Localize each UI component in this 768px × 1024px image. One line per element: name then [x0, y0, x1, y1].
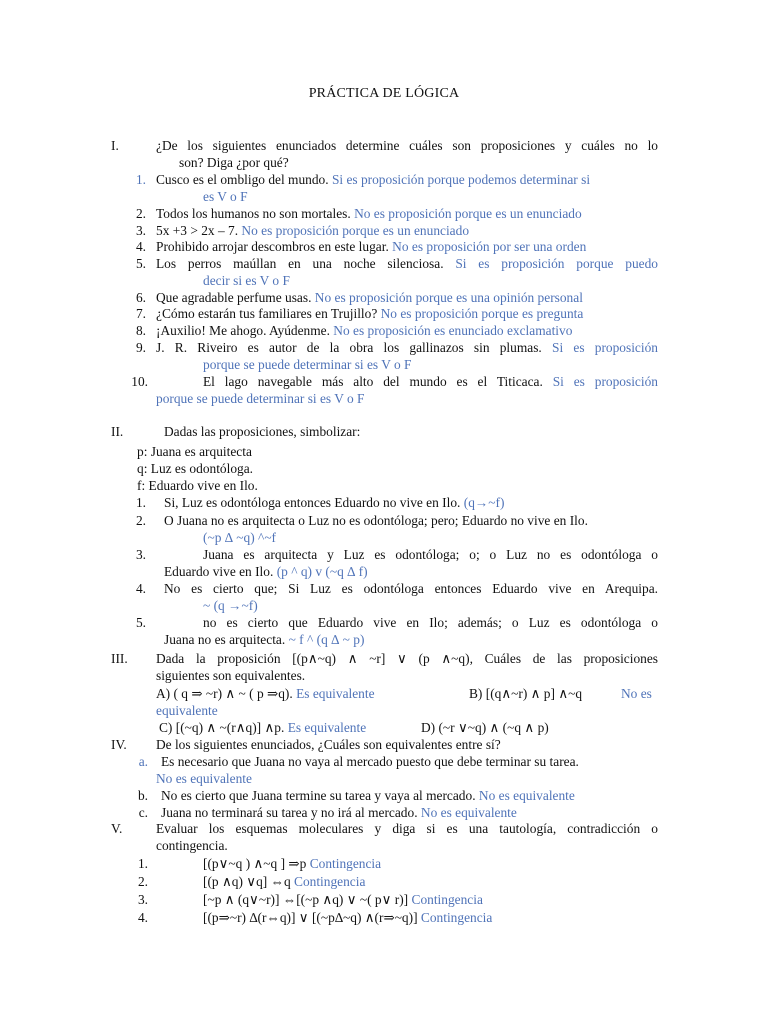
list-item: [156, 255, 658, 272]
option-b-expr: B) [(q∧~r) ∧ p] ∧~q: [469, 686, 583, 701]
item-answer: (~p ∆ ~q) ^~f: [203, 530, 277, 545]
item-answer: Contingencia: [309, 856, 382, 871]
item-text: El lago navegable más alto del mundo es el Titicaca.: [203, 374, 543, 389]
list-item: [156, 322, 572, 339]
item-letter: a.: [138, 754, 148, 769]
list-item: [164, 563, 368, 580]
item-text: No es cierto que; Si Luz es odontóloga entonces Eduardo vive en Arequipa.: [164, 581, 658, 596]
section-1-question-line2: son? Diga ¿por qué?: [179, 155, 289, 170]
item-number: 4.: [135, 581, 146, 596]
option-b-answer-cont: equivalente: [156, 703, 218, 718]
section-roman-5: V.: [111, 821, 123, 836]
item-text: no es cierto que Eduardo vive en Ilo; además; o Luz es odontóloga o: [203, 615, 658, 630]
option-a-expr: A) ( q ⇒ ~r) ∧ ~ ( p ⇒q).: [156, 686, 293, 701]
item-answer: No es proposición por ser una orden: [392, 239, 587, 254]
list-item: [164, 494, 504, 511]
item-text: Juana no terminará su tarea y no irá al mercado.: [161, 805, 418, 820]
item-answer: Si es proposición porque podemos determinar si: [331, 172, 591, 187]
proposition-q: q: Luz es odontóloga.: [137, 461, 254, 476]
list-item: [161, 804, 517, 821]
page-title: PRÁCTICA DE LÓGICA: [308, 86, 460, 101]
proposition-p: p: Juana es arquitecta: [137, 444, 252, 459]
list-item: [156, 222, 469, 239]
item-number: 8.: [135, 323, 146, 338]
item-answer-cont: decir si es V o F: [203, 273, 290, 288]
item-text: Cusco es el ombligo del mundo.: [156, 172, 329, 187]
item-answer-cont: porque se puede determinar si es V o F: [156, 391, 365, 406]
item-answer: No es proposición es enunciado exclamativo: [333, 323, 573, 338]
item-text: Es necesario que Juana no vaya al mercado puesto que debe terminar su tarea.: [161, 754, 579, 769]
section-5-question-line2: contingencia.: [156, 838, 228, 853]
item-answer: ~ (q →~f): [203, 598, 258, 613]
item-answer: No es proposición porque es un enunciado: [354, 206, 582, 221]
item-answer: No es equivalente: [420, 805, 517, 820]
item-number: 2.: [137, 874, 148, 889]
item-text-cont: Juana no es arquitecta.: [164, 632, 286, 647]
list-item: [203, 873, 365, 890]
option-a-answer: Es equivalente: [296, 686, 375, 701]
item-answer: Contingencia: [411, 892, 483, 907]
section-2-intro: Dadas las proposiciones, simbolizar:: [164, 424, 361, 439]
item-number: 4.: [137, 910, 148, 925]
item-text: Todos los humanos no son mortales.: [156, 206, 351, 221]
list-item: [156, 238, 586, 255]
item-number: 5.: [135, 615, 146, 630]
list-item: [203, 909, 492, 926]
item-answer: (q→~f): [463, 495, 505, 510]
item-number: 4.: [135, 239, 146, 254]
list-item: [156, 305, 583, 322]
item-text: Los perros maúllan en una noche silenciosa.: [156, 256, 444, 271]
list-item: [203, 855, 381, 872]
list-item: [164, 631, 364, 648]
item-number: 7.: [135, 306, 146, 321]
item-answer: No es proposición porque es un enunciado: [241, 223, 470, 238]
item-text: J. R. Riveiro es autor de la obra los gallinazos sin plumas.: [156, 340, 542, 355]
item-number: 10.: [131, 374, 148, 389]
list-item: [156, 171, 590, 188]
item-letter: c.: [138, 805, 148, 820]
section-roman-2: II.: [111, 424, 124, 439]
list-item: [203, 373, 658, 390]
item-number: 5.: [135, 256, 146, 271]
option-c: [159, 719, 366, 736]
item-answer: No es proposición porque es una opinión personal: [314, 290, 583, 305]
item-text: [(p∨~q ) ∧~q ] ⇒p: [203, 856, 307, 871]
item-answer: Si es proposición: [552, 374, 658, 389]
item-answer: (p ^ q) v (~q ∆ f): [276, 564, 368, 579]
item-answer: Si es proposición porque puedo: [455, 256, 658, 271]
item-text: Juana es arquitecta y Luz es odontóloga; o; o Luz no es odontóloga o: [203, 547, 658, 562]
item-number: 6.: [135, 290, 146, 305]
list-item: [203, 891, 483, 908]
option-a: [156, 685, 375, 702]
item-text: No es cierto que Juana termine su tarea y vaya al mercado.: [161, 788, 476, 803]
item-number: 3.: [137, 892, 148, 907]
item-answer-cont: porque se puede determinar si es V o F: [203, 357, 412, 372]
item-answer: Contingencia: [294, 874, 366, 889]
item-text-cont: Eduardo vive en Ilo.: [164, 564, 274, 579]
item-answer: ~ f ^ (q ∆ ~ p): [288, 632, 365, 647]
section-3-question-line2: siguientes son equivalentes.: [156, 668, 306, 683]
item-answer: No es equivalente: [478, 788, 575, 803]
item-number: 2.: [135, 513, 146, 528]
item-letter: b.: [137, 788, 148, 803]
section-5-question-line1: Evaluar los esquemas moleculares y diga si es una tautología, contradicción o: [156, 821, 658, 836]
item-text: [(p⇒~r) ∆(r⇔q)] ∨ [(~p∆~q) ∧(r⇒~q)]: [203, 910, 418, 925]
option-d-expr: D) (~r ∨~q) ∧ (~q ∧ p): [421, 720, 549, 735]
item-number: 2.: [135, 206, 146, 221]
list-item: [161, 787, 575, 804]
section-roman-3: III.: [111, 651, 128, 666]
item-number: 1.: [135, 172, 146, 187]
item-text: 5x +3 > 2x – 7.: [156, 223, 239, 238]
option-c-expr: C) [(~q) ∧ ~(r∧q)] ∧p.: [159, 720, 285, 735]
section-3-question-line1: Dada la proposición [(p∧~q) ∧ ~r] ∨ (p ∧~q), Cuáles de las proposiciones: [156, 651, 658, 666]
list-item: [156, 339, 658, 356]
option-c-answer: Es equivalente: [287, 720, 367, 735]
section-4-question: De los siguientes enunciados, ¿Cuáles son equivalentes entre sí?: [156, 737, 501, 752]
section-roman-4: IV.: [111, 737, 127, 752]
item-answer-cont: es V o F: [203, 189, 248, 204]
item-text: [~p ∧ (q∨~r)] ⇔[(~p ∧q) ∨ ~( p∨ r)]: [203, 892, 409, 907]
section-1-question-line1: ¿De los siguientes enunciados determine cuáles son proposiciones y cuáles no lo: [156, 138, 658, 153]
option-b-answer: No es: [621, 686, 652, 701]
item-number: 9.: [135, 340, 146, 355]
item-text: Prohibido arrojar descombros en este lugar.: [156, 239, 389, 254]
item-answer: No es equivalente: [156, 771, 252, 786]
section-roman-1: I.: [111, 138, 119, 153]
item-text: Si, Luz es odontóloga entonces Eduardo no vive en Ilo.: [164, 495, 461, 510]
item-answer: Contingencia: [420, 910, 493, 925]
item-text: O Juana no es arquitecta o Luz no es odontóloga; pero; Eduardo no vive en Ilo.: [164, 513, 588, 528]
item-text: ¿Cómo estarán tus familiares en Trujillo?: [156, 306, 378, 321]
item-number: 1.: [135, 495, 146, 510]
item-text: [(p ∧q) ∨q] ⇔q: [203, 874, 291, 889]
item-answer: Si es proposición: [552, 340, 658, 355]
item-number: 3.: [135, 547, 146, 562]
proposition-f: f: Eduardo vive en Ilo.: [137, 478, 258, 493]
item-text: Que agradable perfume usas.: [156, 290, 312, 305]
item-text: ¡Auxilio! Me ahogo. Ayúdenme.: [156, 323, 330, 338]
item-answer: No es proposición porque es pregunta: [380, 306, 584, 321]
list-item: [156, 289, 583, 306]
item-number: 3.: [135, 223, 146, 238]
list-item: [156, 205, 582, 222]
item-number: 1.: [137, 856, 148, 871]
